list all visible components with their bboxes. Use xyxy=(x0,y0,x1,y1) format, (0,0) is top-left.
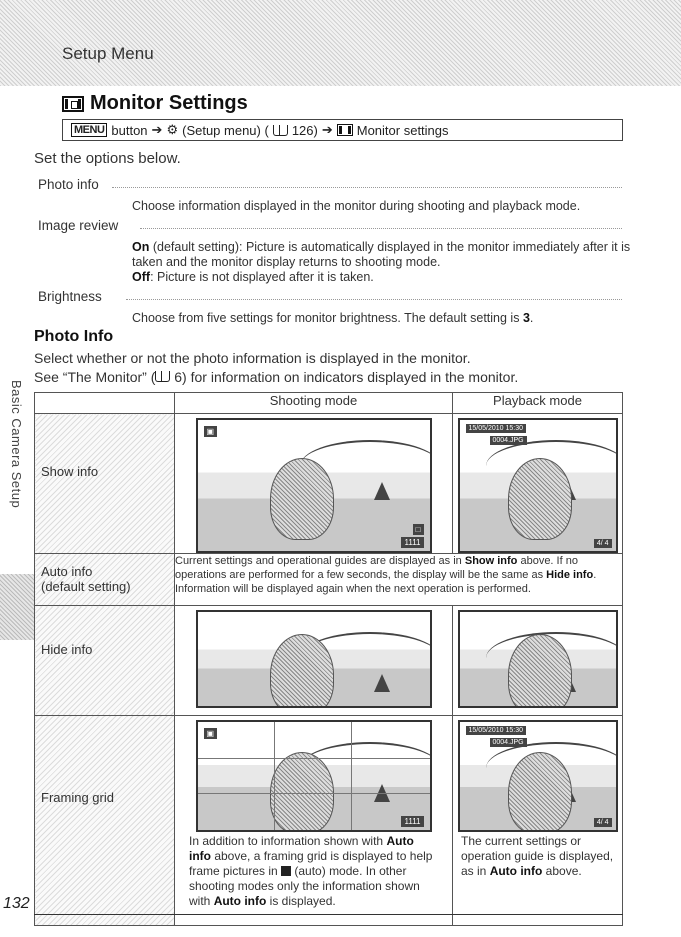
leader-dots xyxy=(112,187,622,188)
path-monitor: Monitor settings xyxy=(356,122,449,138)
playback-screen-show xyxy=(453,414,623,554)
section-title: Setup Menu xyxy=(62,44,154,63)
monitor-icon xyxy=(337,124,353,136)
book-icon xyxy=(155,371,170,382)
playback-screen-hide xyxy=(453,606,623,716)
shooting-screen-show xyxy=(175,414,453,554)
arrow-right-icon: ➔ xyxy=(151,122,163,137)
frame-counter: 4/ 4 xyxy=(594,818,612,827)
framing-playback-desc: The current settings or operation guide is displayed, as in Auto info above. xyxy=(461,834,614,878)
date-time: 15/05/2010 15:30 xyxy=(466,726,527,735)
camera-mode-icon: ▣ xyxy=(204,426,218,437)
side-tab-label: Basic Camera Setup xyxy=(9,380,24,509)
framing-desc: In addition to information shown with Auto info above, a framing grid is displayed to help frame pictures in (auto) mode. In other shooting modes only the information shown with Auto info is displayed. xyxy=(189,834,433,908)
option-image-review: Image review xyxy=(38,218,119,233)
frame-counter: 4/ 4 xyxy=(594,539,612,548)
option-brightness-desc: Choose from five settings for monitor brightness. The default setting is 3. xyxy=(132,311,534,325)
photo-info-line1: Select whether or not the photo information is displayed in the monitor. xyxy=(34,350,471,366)
photo-info-table xyxy=(34,392,623,926)
camera-mode-icon: ▣ xyxy=(204,728,218,739)
monitor-icon xyxy=(62,96,84,112)
row-label-auto-info: Auto info (default setting) xyxy=(35,554,175,606)
shooting-cell-framing xyxy=(175,716,453,926)
arrow-right-icon: ➔ xyxy=(321,122,333,137)
option-photo-info-desc: Choose information displayed in the monitor during shooting and playback mode. xyxy=(132,199,581,213)
leader-dots xyxy=(126,299,622,300)
page-title-text: Monitor Settings xyxy=(90,92,248,114)
date-time: 15/05/2010 15:30 xyxy=(466,424,527,433)
shot-count: 1111 xyxy=(401,537,423,548)
menu-key-icon: MENU xyxy=(71,123,107,137)
file-name: 0004.JPG xyxy=(490,436,527,445)
size-icon: □ xyxy=(413,524,424,535)
playback-screen xyxy=(458,720,618,832)
row-label-framing-grid: Framing grid xyxy=(35,716,175,926)
playback-screen xyxy=(458,418,618,553)
camera-screen xyxy=(196,720,432,832)
auto-mode-icon xyxy=(281,866,291,876)
leader-dots xyxy=(140,228,622,229)
wrench-icon: ⚙ xyxy=(166,122,179,137)
option-image-review-desc: On (default setting): Picture is automatically displayed in the monitor immediately after it is taken and the monitor display returns to shooting mode. Off: Picture is not displayed after it is taken. xyxy=(132,240,631,284)
playback-cell-framing xyxy=(453,716,623,926)
path-button: button xyxy=(111,122,148,138)
header-shooting: Shooting mode xyxy=(175,393,453,414)
intro-text: Set the options below. xyxy=(34,150,181,167)
book-icon xyxy=(273,125,288,136)
option-brightness: Brightness xyxy=(38,289,102,304)
auto-info-desc: Current settings and operational guides are displayed as in Show info above. If no operations are performed for a few seconds, the display will be the same as Hide info. Information will be displayed again when the next operation is performed. xyxy=(175,554,623,606)
file-name: 0004.JPG xyxy=(490,738,527,747)
header-playback: Playback mode xyxy=(453,393,623,414)
photo-info-heading: Photo Info xyxy=(34,328,114,345)
path-page: 126) xyxy=(291,122,318,138)
section-header xyxy=(0,0,681,86)
row-label-hide-info: Hide info xyxy=(35,606,175,716)
page-number: 132 xyxy=(3,895,30,912)
path-setup: (Setup menu) ( xyxy=(182,122,269,138)
camera-screen xyxy=(196,418,432,553)
header-blank xyxy=(35,393,175,414)
page-title xyxy=(62,92,248,115)
camera-screen xyxy=(196,610,432,708)
row-label-show-info: Show info xyxy=(35,414,175,554)
playback-screen xyxy=(458,610,618,708)
option-photo-info: Photo info xyxy=(38,177,99,192)
shot-count: 1111 xyxy=(401,816,423,827)
menu-path xyxy=(62,119,623,141)
photo-info-line2: See “The Monitor” ( 6) for information on indicators displayed in the monitor. xyxy=(34,369,519,385)
footer-rule xyxy=(34,914,623,915)
shooting-screen-hide xyxy=(175,606,453,716)
